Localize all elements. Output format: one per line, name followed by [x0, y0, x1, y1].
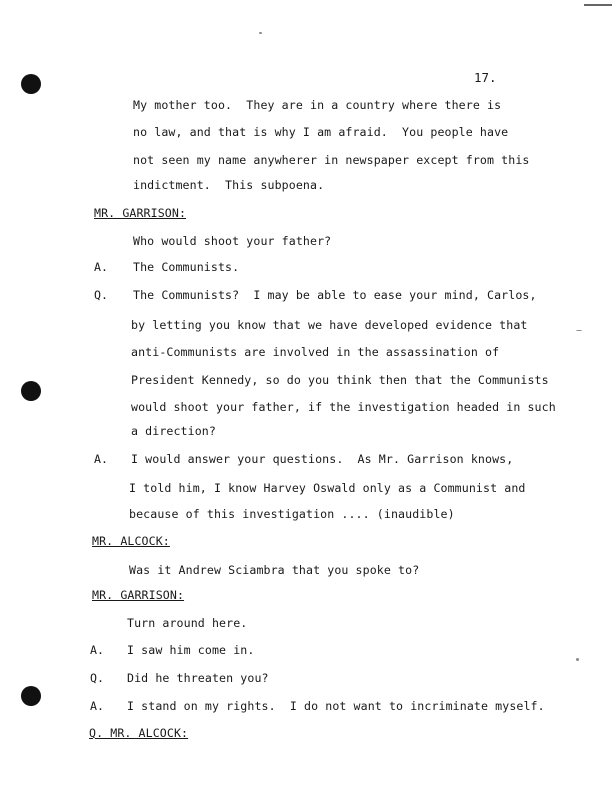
transcript-line: would shoot your father, if the investigation headed in such: [131, 400, 556, 414]
page-number: 17.: [474, 70, 497, 85]
question-label: Q.: [94, 288, 108, 302]
transcript-line: indictment. This subpoena.: [133, 178, 325, 192]
transcript-line: I saw him come in.: [127, 643, 255, 657]
scan-speck: [259, 32, 262, 34]
question-label: Q.: [90, 671, 104, 685]
speaker-heading: MR. GARRISON:: [92, 588, 185, 602]
transcript-line: no law, and that is why I am afraid. You people have: [133, 125, 509, 139]
transcript-line: anti-Communists are involved in the assassination of: [131, 345, 500, 359]
punch-hole-middle: [21, 381, 41, 401]
speaker-heading: MR. GARRISON:: [94, 206, 187, 220]
transcript-line: not seen my name anywherer in newspaper except from this: [133, 153, 530, 167]
scan-edge-mark: [584, 4, 612, 6]
scan-speck: [576, 658, 579, 661]
transcript-line: I told him, I know Harvey Oswald only as a Communist and: [129, 481, 526, 495]
punch-hole-bottom: [21, 686, 41, 706]
transcript-line: Was it Andrew Sciambra that you spoke to?: [129, 563, 420, 577]
scan-speck: [576, 330, 582, 331]
answer-label: A.: [90, 643, 104, 657]
transcript-line: Did he threaten you?: [127, 671, 269, 685]
transcript-line: The Communists.: [133, 260, 240, 274]
answer-label: A.: [94, 452, 108, 466]
transcript-line: because of this investigation .... (inaudible): [129, 507, 455, 521]
transcript-line: President Kennedy, so do you think then that the Communists: [131, 373, 549, 387]
transcript-line: The Communists? I may be able to ease your mind, Carlos,: [133, 288, 537, 302]
transcript-line: I would answer your questions. As Mr. Garrison knows,: [131, 452, 514, 466]
answer-label: A.: [94, 260, 108, 274]
transcript-line: My mother too. They are in a country where there is: [133, 98, 502, 112]
speaker-heading: MR. ALCOCK:: [92, 534, 170, 548]
transcript-line: Turn around here.: [127, 616, 248, 630]
transcript-line: by letting you know that we have developed evidence that: [131, 318, 528, 332]
transcript-line: I stand on my rights. I do not want to incriminate myself.: [127, 699, 545, 713]
transcript-line: a direction?: [131, 424, 216, 438]
transcript-line: Who would shoot your father?: [133, 234, 332, 248]
answer-label: A.: [90, 699, 104, 713]
speaker-heading: Q. MR. ALCOCK:: [89, 726, 189, 740]
punch-hole-top: [21, 74, 41, 94]
